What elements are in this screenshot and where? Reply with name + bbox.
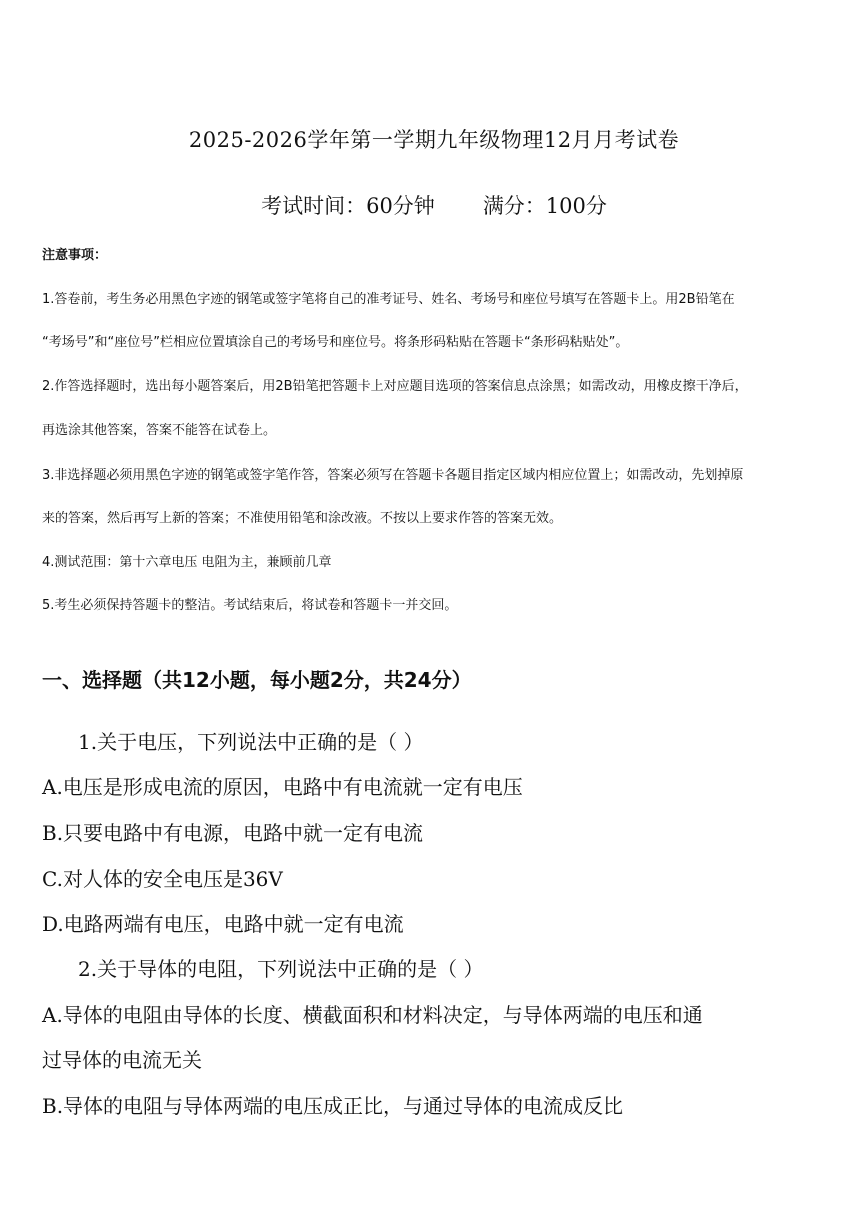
question-option: A.电压是形成电流的原因，电路中有电流就一定有电压 [42,775,523,799]
question-option-continued: 过导体的电流无关 [42,1048,202,1072]
question-stem: 2.关于导体的电阻，下列说法中正确的是（ ） [78,957,484,981]
exam-time: 考试时间：60分钟 [261,194,435,218]
exam-title: 2025-2026学年第一学期九年级物理12月月考试卷 [188,128,680,152]
question-option: B.导体的电阻与导体两端的电压成正比，与通过导体的电流成反比 [42,1094,624,1118]
notice-line: 1.答卷前，考生务必用黑色字迹的钢笔或签字笔将自己的准考证号、姓名、考场号和座位号填写在答题卡上。用2B铅笔在 [42,292,735,307]
exam-full-score: 满分：100分 [482,194,607,218]
exam-info [0,190,868,220]
question-option: D.电路两端有电压，电路中就一定有电流 [42,912,404,936]
question-option: C.对人体的安全电压是36V [42,867,283,891]
question-stem: 1.关于电压，下列说法中正确的是（ ） [78,730,424,754]
notice-line: “考场号”和“座位号”栏相应位置填涂自己的考场号和座位号。将条形码粘贴在答题卡“条形码粘贴处”。 [42,335,629,350]
notice-line: 再选涂其他答案，答案不能答在试卷上。 [42,423,277,438]
section-heading: 一、选择题（共12小题，每小题2分，共24分） [42,668,472,692]
notice-heading: 注意事项： [42,248,108,263]
notice-line: 来的答案，然后再写上新的答案；不准使用铅笔和涂改液。不按以上要求作答的答案无效。 [42,511,563,526]
question-option: A.导体的电阻由导体的长度、横截面积和材料决定，与导体两端的电压和通 [42,1003,703,1027]
notice-line: 4.测试范围：第十六章电压 电阻为主，兼顾前几章 [42,555,332,570]
question-option: B.只要电路中有电源，电路中就一定有电流 [42,821,424,845]
notice-line: 3.非选择题必须用黑色字迹的钢笔或签字笔作答，答案必须写在答题卡各题目指定区域内相应位置上；如需改动，先划掉原 [42,468,744,483]
notice-line: 2.作答选择题时，选出每小题答案后，用2B铅笔把答题卡上对应题目选项的答案信息点涂黑；如需改动，用橡皮擦干净后， [42,379,748,394]
notice-line: 5.考生必须保持答题卡的整洁。考试结束后，将试卷和答题卡一并交回。 [42,598,458,613]
